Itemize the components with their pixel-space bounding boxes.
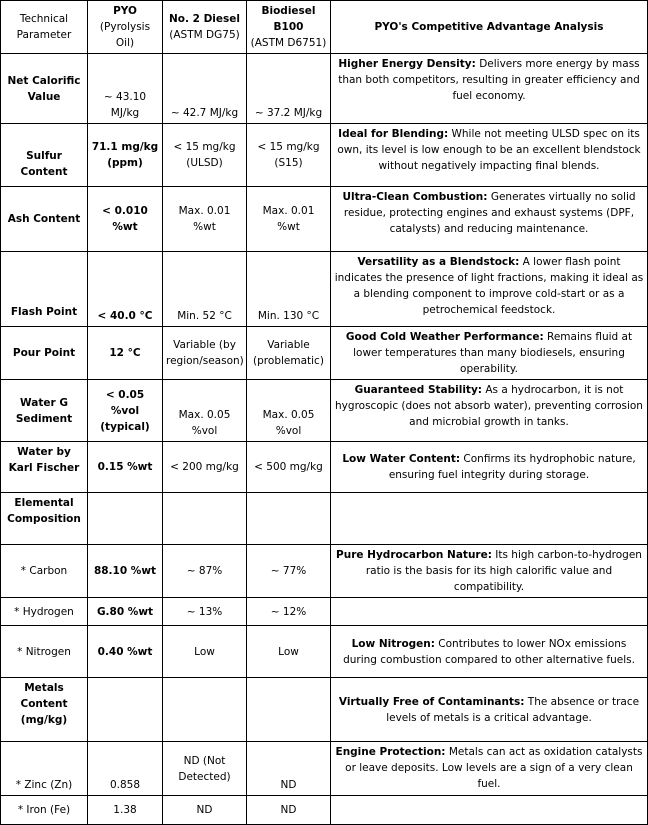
table-row [1,442,648,493]
advantage-text: Delivers more energy by mass than both competitors, resulting in greater efficiency and fuel economy. [338,58,640,102]
advantage-text: While not meeting ULSD spec on its own, its level is low enough to be an excellent blendstock without negatively impacting final blends. [337,128,641,172]
bio-cell: ND [247,742,331,796]
param-cell: Sulfur Content [1,124,88,187]
advantage-text: The absence or trace levels of metals is a critical advantage. [386,695,640,724]
param-cell: * Hydrogen [1,598,88,626]
param-cell: Metals Content (mg/kg) [1,678,88,742]
advantage-text: As a hydrocarbon, it is not hygroscopic (does not absorb water), preventing corrosion and microbial growth in tanks. [335,384,643,428]
pyo-cell: 12 °C [88,327,163,380]
bio-cell: < 500 mg/kg [247,442,331,493]
diesel-cell: ~ 13% [163,598,247,626]
advantage-title: Versatility as a Blendstock: [357,256,520,268]
header-bio-name: Biodiesel B100 [261,5,316,33]
advantage-cell [331,442,648,493]
advantage-cell [331,678,648,742]
advantage-cell [331,187,648,252]
advantage-cell [331,380,648,442]
advantage-title: Low Water Content: [342,453,461,465]
diesel-cell: < 15 mg/kg (ULSD) [163,124,247,187]
table-row [1,380,648,442]
table-row [1,54,648,124]
advantage-text: Generates virtually no solid residue, protecting engines and exhaust systems (DPF, catalysts) and reducing maintenance. [343,191,636,235]
bio-cell [247,493,331,545]
bio-cell: Min. 130 °C [247,252,331,327]
pyo-cell: 71.1 mg/kg (ppm) [88,124,163,187]
pyo-cell: G.80 %wt [88,598,163,626]
advantage-cell [331,124,648,187]
advantage-cell [331,742,648,796]
header-bio [247,1,331,54]
bio-cell: ~ 37.2 MJ/kg [247,54,331,124]
table-row [1,626,648,678]
table-row [1,493,648,545]
header-diesel-sub: (ASTM DG75) [169,29,240,41]
pyo-cell [88,493,163,545]
pyo-cell: 88.10 %wt [88,545,163,598]
pyo-cell: 0.15 %wt [88,442,163,493]
param-cell: Water by Karl Fischer [1,442,88,493]
advantage-cell [331,327,648,380]
header-pyo [88,1,163,54]
advantage-cell [331,626,648,678]
advantage-text: Remains fluid at lower temperatures than many biodiesels, ensuring operability. [353,331,633,375]
param-cell: Pour Point [1,327,88,380]
table-row [1,252,648,327]
bio-cell: < 15 mg/kg (S15) [247,124,331,187]
advantage-title: Ideal for Blending: [338,128,449,140]
advantage-title: Pure Hydrocarbon Nature: [336,549,492,561]
pyo-cell: < 0.05 %vol (typical) [88,380,163,442]
table-row [1,327,648,380]
diesel-cell: Variable (by region/season) [163,327,247,380]
pyo-cell: < 0.010 %wt [88,187,163,252]
header-row [1,1,648,54]
advantage-text: Metals can act as oxidation catalysts or leave deposits. Low levels are a sign of a very clean fuel. [345,746,643,790]
advantage-text: Its high carbon-to-hydrogen ratio is the basis for its high calorific value and compatibility. [365,549,642,593]
param-cell: Flash Point [1,252,88,327]
diesel-cell: ~ 87% [163,545,247,598]
bio-cell: ~ 77% [247,545,331,598]
table-row [1,545,648,598]
table-row [1,124,648,187]
header-pyo-sub: (Pyrolysis Oil) [99,21,151,49]
advantage-cell [331,54,648,124]
bio-cell: Max. 0.05 %vol [247,380,331,442]
param-cell: Ash Content [1,187,88,252]
advantage-cell [331,493,648,545]
bio-cell: ~ 12% [247,598,331,626]
diesel-cell: Max. 0.05 %vol [163,380,247,442]
pyo-cell: ~ 43.10 MJ/kg [88,54,163,124]
header-param: Technical Parameter [1,1,88,54]
advantage-title: Virtually Free of Contaminants: [338,695,525,708]
diesel-cell [163,493,247,545]
advantage-title: Higher Energy Density: [338,58,476,70]
header-pyo-name: PYO [113,5,137,17]
table-row [1,742,648,796]
diesel-cell: Low [163,626,247,678]
advantage-title: Engine Protection: [335,746,446,758]
pyo-cell [88,678,163,742]
advantage-title: Ultra-Clean Combustion: [342,191,488,203]
table-row [1,598,648,626]
advantage-cell [331,545,648,598]
advantage-text: A lower flash point indicates the presence of light fractions, making it ideal as a blending component to improve cold-start or as a petrochemical feedstock. [334,256,644,316]
param-cell: Net Calorific Value [1,54,88,124]
advantage-cell [331,252,648,327]
bio-cell: Variable (problematic) [247,327,331,380]
advantage-text: Confirms its hydrophobic nature, ensuring fuel integrity during storage. [388,453,636,481]
pyo-cell: 0.858 [88,742,163,796]
bio-cell: Max. 0.01 %wt [247,187,331,252]
pyo-cell: < 40.0 °C [88,252,163,327]
bio-cell [247,678,331,742]
advantage-text: Contributes to lower NOx emissions during combustion compared to other alternative fuels. [343,637,635,666]
param-cell: * Nitrogen [1,626,88,678]
header-advantage: PYO's Competitive Advantage Analysis [331,1,648,54]
header-bio-sub: (ASTM D6751) [250,37,327,49]
param-cell: * Carbon [1,545,88,598]
header-diesel [163,1,247,54]
pyo-cell: 0.40 %wt [88,626,163,678]
advantage-title: Good Cold Weather Performance: [345,331,544,343]
param-cell: * Zinc (Zn) [1,742,88,796]
advantage-title: Low Nitrogen: [351,637,435,650]
param-cell: Elemental Composition [1,493,88,545]
bio-cell: Low [247,626,331,678]
diesel-cell: ~ 42.7 MJ/kg [163,54,247,124]
diesel-cell: Max. 0.01 %wt [163,187,247,252]
param-cell: * Iron (Fe) [1,796,88,825]
bio-cell: ND [247,796,331,825]
diesel-cell: < 200 mg/kg [163,442,247,493]
diesel-cell [163,678,247,742]
table-row [1,187,648,252]
pyo-cell: 1.38 [88,796,163,825]
advantage-cell [331,598,648,626]
advantage-title: Guaranteed Stability: [354,384,482,396]
table-row [1,678,648,742]
diesel-cell: ND [163,796,247,825]
diesel-cell: Min. 52 °C [163,252,247,327]
diesel-cell: ND (Not Detected) [163,742,247,796]
advantage-cell [331,796,648,825]
table-row [1,796,648,825]
param-cell: Water G Sediment [1,380,88,442]
header-diesel-name: No. 2 Diesel [168,13,240,25]
